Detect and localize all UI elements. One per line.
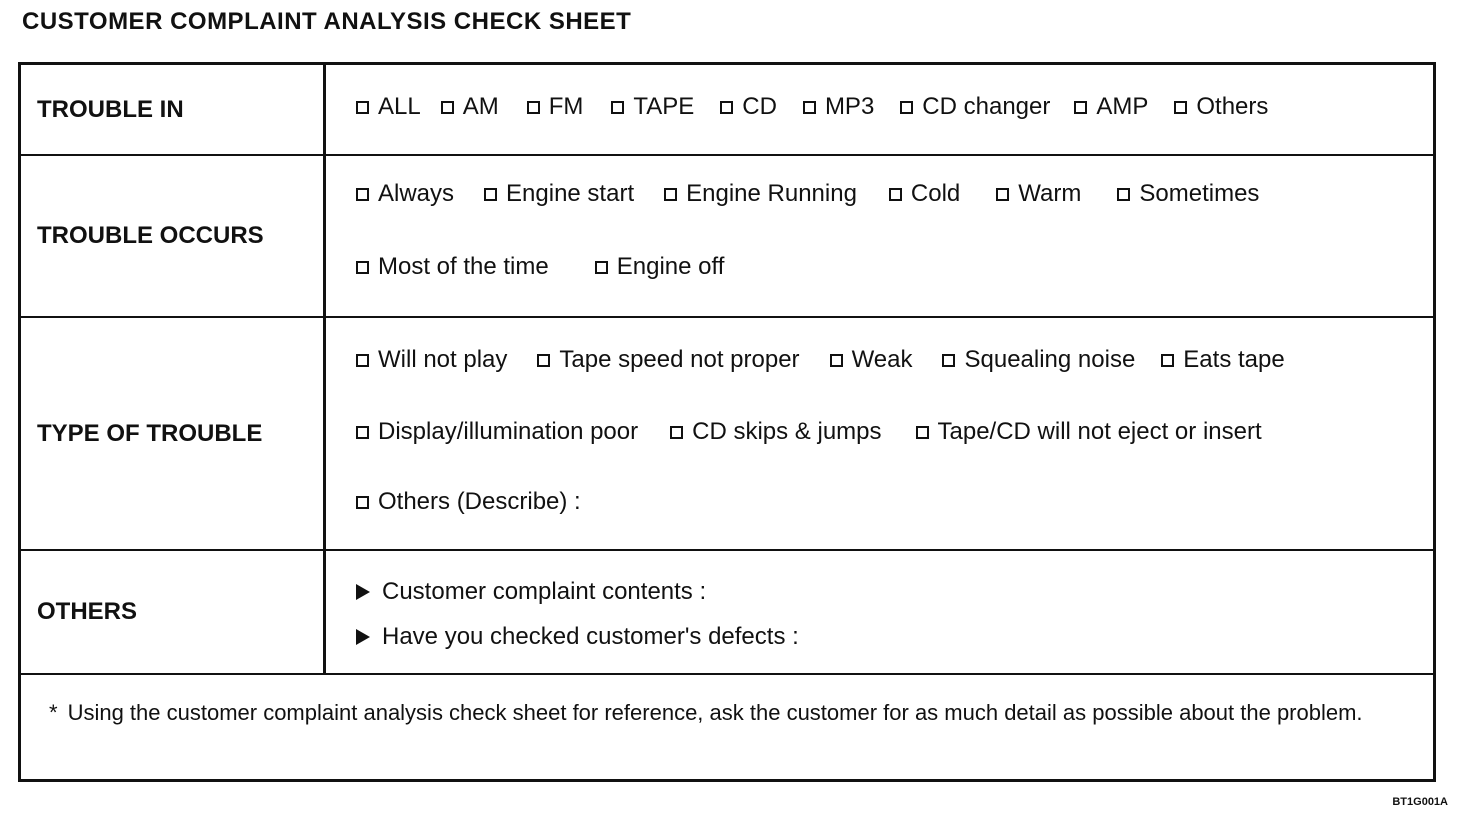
row-label-type-of-trouble: TYPE OF TROUBLE [21,318,326,549]
checkbox-label: CD changer [922,93,1051,120]
row-options-trouble-in [326,65,1433,154]
others-item [356,578,706,606]
checkbox-label: CD [742,93,777,120]
checkbox-icon [803,101,816,114]
checkbox-cd-changer[interactable] [900,93,1050,121]
checkbox-label: CD skips & jumps [692,418,882,445]
checkbox-icon [830,354,843,367]
checkbox-am[interactable] [441,93,499,121]
checkbox-label: MP3 [824,93,875,120]
checkbox-label: Sometimes [1139,180,1260,207]
others-item-label: Customer complaint contents : [382,578,707,605]
arrow-right-icon [356,629,370,645]
checkbox-icon [356,188,369,201]
sheet-title: CUSTOMER COMPLAINT ANALYSIS CHECK SHEET [22,8,632,35]
checkbox-tape-speed[interactable] [537,346,799,374]
checkbox-label: Warm [1018,180,1082,207]
checkbox-label: Eats tape [1183,346,1285,373]
checkbox-icon [356,101,369,114]
checkbox-others[interactable] [1174,93,1268,121]
checkbox-icon [900,101,913,114]
checkbox-label: Always [378,180,455,207]
checkbox-others-describe[interactable] [356,488,581,516]
checkbox-warm[interactable] [996,180,1081,208]
checkbox-icon [996,188,1009,201]
check-sheet-table [18,62,1436,782]
checkbox-tape[interactable] [611,93,694,121]
row-options-type-of-trouble [326,318,1433,549]
checkbox-weak[interactable] [830,346,913,374]
options-line [356,418,1262,446]
checkbox-label: ALL [378,93,421,120]
arrow-right-icon [356,584,370,600]
checkbox-will-not-play[interactable] [356,346,507,374]
checkbox-always[interactable] [356,180,454,208]
note-row [21,675,1433,779]
row-items-others [326,551,1433,673]
row-label-trouble-in: TROUBLE IN [21,65,326,154]
checkbox-icon [1117,188,1130,201]
checkbox-most-of-the-time[interactable] [356,253,549,281]
options-line [356,93,1268,121]
checkbox-label: Squealing noise [964,346,1136,373]
checkbox-icon [611,101,624,114]
checkbox-sometimes[interactable] [1117,180,1259,208]
others-item [356,623,799,651]
checkbox-label: Cold [910,180,961,207]
checkbox-display-illumination[interactable] [356,418,638,446]
checkbox-icon [537,354,550,367]
options-line [356,346,1285,374]
row-label-others: OTHERS [21,551,326,673]
checkbox-mp3[interactable] [803,93,874,121]
checkbox-label: Engine Running [686,180,857,207]
checkbox-icon [356,496,369,509]
checkbox-icon [356,426,369,439]
row-type-of-trouble [21,318,1433,551]
checkbox-cold[interactable] [889,180,960,208]
checkbox-label: Display/illumination poor [378,418,639,445]
note [49,695,1369,731]
checkbox-icon [527,101,540,114]
checkbox-icon [664,188,677,201]
checkbox-tape-cd-eject[interactable] [916,418,1262,446]
checkbox-label: AMP [1096,93,1149,120]
row-options-trouble-occurs [326,156,1433,316]
checkbox-cd[interactable] [720,93,777,121]
checkbox-icon [356,261,369,274]
checkbox-cd-skips[interactable] [670,418,881,446]
options-line [356,488,581,516]
checkbox-label: Engine start [506,180,635,207]
checkbox-icon [595,261,608,274]
checkbox-icon [1174,101,1187,114]
note-text: Using the customer complaint analysis check sheet for reference, ask the customer for as much detail as possible about the problem. [67,700,1363,725]
checkbox-label: Will not play [378,346,508,373]
checkbox-label: TAPE [633,93,695,120]
options-line [356,253,724,281]
checkbox-label: Tape/CD will not eject or insert [937,418,1262,445]
row-others [21,551,1433,675]
options-line [356,180,1259,208]
checkbox-icon [441,101,454,114]
checkbox-icon [916,426,929,439]
checkbox-icon [1161,354,1174,367]
checkbox-label: Most of the time [378,253,549,280]
checkbox-amp[interactable] [1074,93,1148,121]
checkbox-fm[interactable] [527,93,584,121]
checkbox-icon [1074,101,1087,114]
checkbox-squealing-noise[interactable] [942,346,1135,374]
checkbox-icon [942,354,955,367]
checkbox-engine-running[interactable] [664,180,857,208]
checkbox-icon [889,188,902,201]
checkbox-icon [484,188,497,201]
row-label-trouble-occurs: TROUBLE OCCURS [21,156,326,316]
checkbox-label: Engine off [616,253,725,280]
figure-code: BT1G001A [1392,796,1448,808]
others-item-label: Have you checked customer's defects : [382,623,799,650]
checkbox-icon [670,426,683,439]
checkbox-icon [356,354,369,367]
checkbox-label: Others (Describe) : [378,488,581,515]
checkbox-icon [720,101,733,114]
checkbox-label: Others [1196,93,1269,120]
row-trouble-in [21,65,1433,156]
checkbox-engine-start[interactable] [484,180,634,208]
checkbox-eats-tape[interactable] [1161,346,1284,374]
checkbox-all[interactable] [356,93,421,121]
row-trouble-occurs [21,156,1433,318]
checkbox-label: FM [548,93,584,120]
checkbox-label: AM [462,93,499,120]
checkbox-label: Tape speed not proper [559,346,800,373]
checkbox-label: Weak [851,346,913,373]
checkbox-engine-off[interactable] [595,253,725,281]
asterisk-icon: * [49,700,58,725]
